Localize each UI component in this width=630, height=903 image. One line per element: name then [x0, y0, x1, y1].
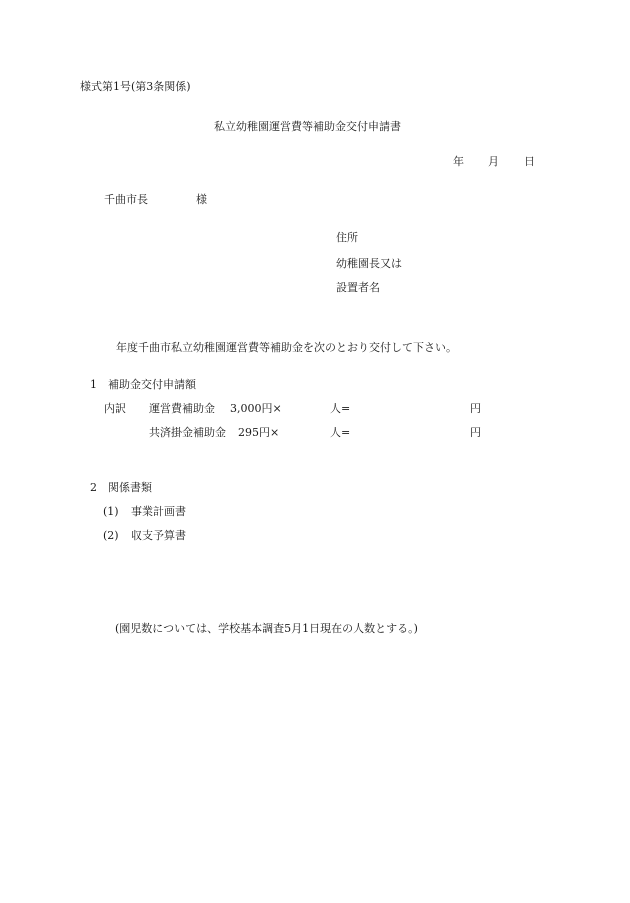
addressee-name: 千曲市長 — [104, 193, 148, 206]
subsidy-yen: 円 — [470, 402, 481, 415]
subsidy-persons: 人= — [330, 402, 351, 415]
subsidy-persons: 人= — [330, 426, 351, 439]
section-2-heading: 関係書類 — [108, 481, 152, 494]
enrollment-note: (園児数については、学校基本調査5月1日現在の人数とする。) — [115, 622, 418, 635]
section-1-heading: 補助金交付申請額 — [108, 378, 196, 391]
document-item-number: (2) — [103, 529, 119, 542]
subsidy-rate: 295円× — [238, 426, 280, 439]
form-number: 様式第1号(第3条関係) — [80, 80, 191, 93]
section-1-number: 1 — [90, 378, 97, 391]
subsidy-yen: 円 — [470, 426, 481, 439]
date-day: 日 — [524, 155, 535, 168]
subsidy-name: 運営費補助金 — [149, 402, 215, 415]
address-label: 住所 — [336, 231, 358, 244]
subsidy-name: 共済掛金補助金 — [149, 426, 226, 439]
addressee-honorific: 様 — [196, 193, 207, 206]
document-item-text: 事業計画書 — [131, 505, 186, 518]
subsidy-rate: 3,000円× — [230, 402, 282, 415]
applicant-name-label-1: 幼稚園長又は — [336, 257, 402, 270]
document-item-text: 収支予算書 — [131, 529, 186, 542]
request-sentence: 年度千曲市私立幼稚園運営費等補助金を次のとおり交付して下さい。 — [116, 341, 457, 354]
form-title: 私立幼稚園運営費等補助金交付申請書 — [214, 120, 401, 133]
date-month: 月 — [488, 155, 499, 168]
document-item-number: (1) — [103, 505, 119, 518]
date-year: 年 — [453, 155, 464, 168]
section-2-number: 2 — [90, 481, 97, 494]
breakdown-label: 内訳 — [104, 402, 126, 415]
applicant-name-label-2: 設置者名 — [336, 281, 380, 294]
